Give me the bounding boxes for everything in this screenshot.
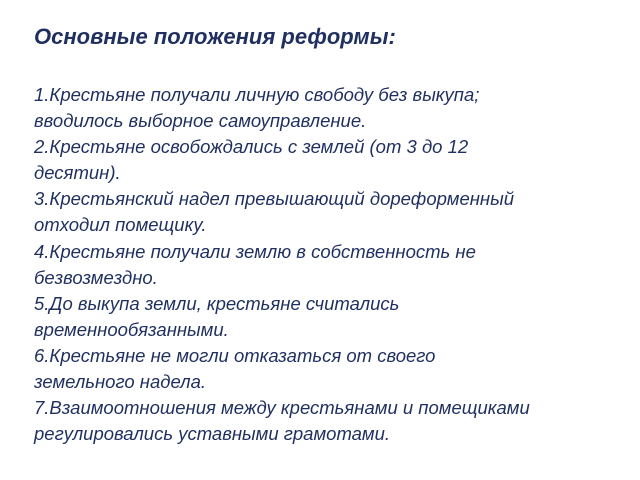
reform-point-5 [34, 291, 630, 343]
reform-point-2-line-2: десятин). [34, 162, 121, 184]
reform-point-2 [34, 134, 630, 186]
reform-point-3-line-2: отходил помещику. [34, 214, 207, 236]
reform-point-1 [34, 82, 630, 134]
reform-point-6 [34, 343, 630, 395]
reform-point-5-line-2: временнообязанными. [34, 318, 229, 340]
reform-points-list [34, 82, 630, 447]
reform-point-4 [34, 239, 630, 291]
reform-point-6-line-1: 6.Крестьяне не могли отказаться от своего [34, 344, 436, 366]
reform-point-6-line-2: земельного надела. [34, 371, 207, 393]
reform-point-7-line-2: регулировались уставными грамотами. [34, 423, 391, 445]
reform-point-2-line-1: 2.Крестьяне освобождались с землей (от 3 до 12 [34, 136, 469, 158]
reform-point-4-line-1: 4.Крестьяне получали землю в собственность не [34, 240, 476, 262]
reform-point-7-line-1: 7.Взаимоотношения между крестьянами и помещиками [34, 397, 530, 419]
slide-title: Основные положения реформы: [34, 24, 396, 49]
reform-point-1-line-2: вводилось выборное самоуправление. [34, 110, 367, 132]
reform-point-1-line-1: 1.Крестьяне получали личную свободу без выкупа; [34, 84, 480, 105]
reform-point-5-line-1: 5.До выкупа земли, крестьяне считались [34, 292, 400, 314]
reform-point-3 [34, 186, 630, 238]
reform-point-4-line-2: безвозмездно. [34, 266, 158, 288]
reform-point-3-line-1: 3.Крестьянский надел превышающий дореформенный [34, 188, 514, 210]
reform-point-7 [34, 395, 630, 447]
